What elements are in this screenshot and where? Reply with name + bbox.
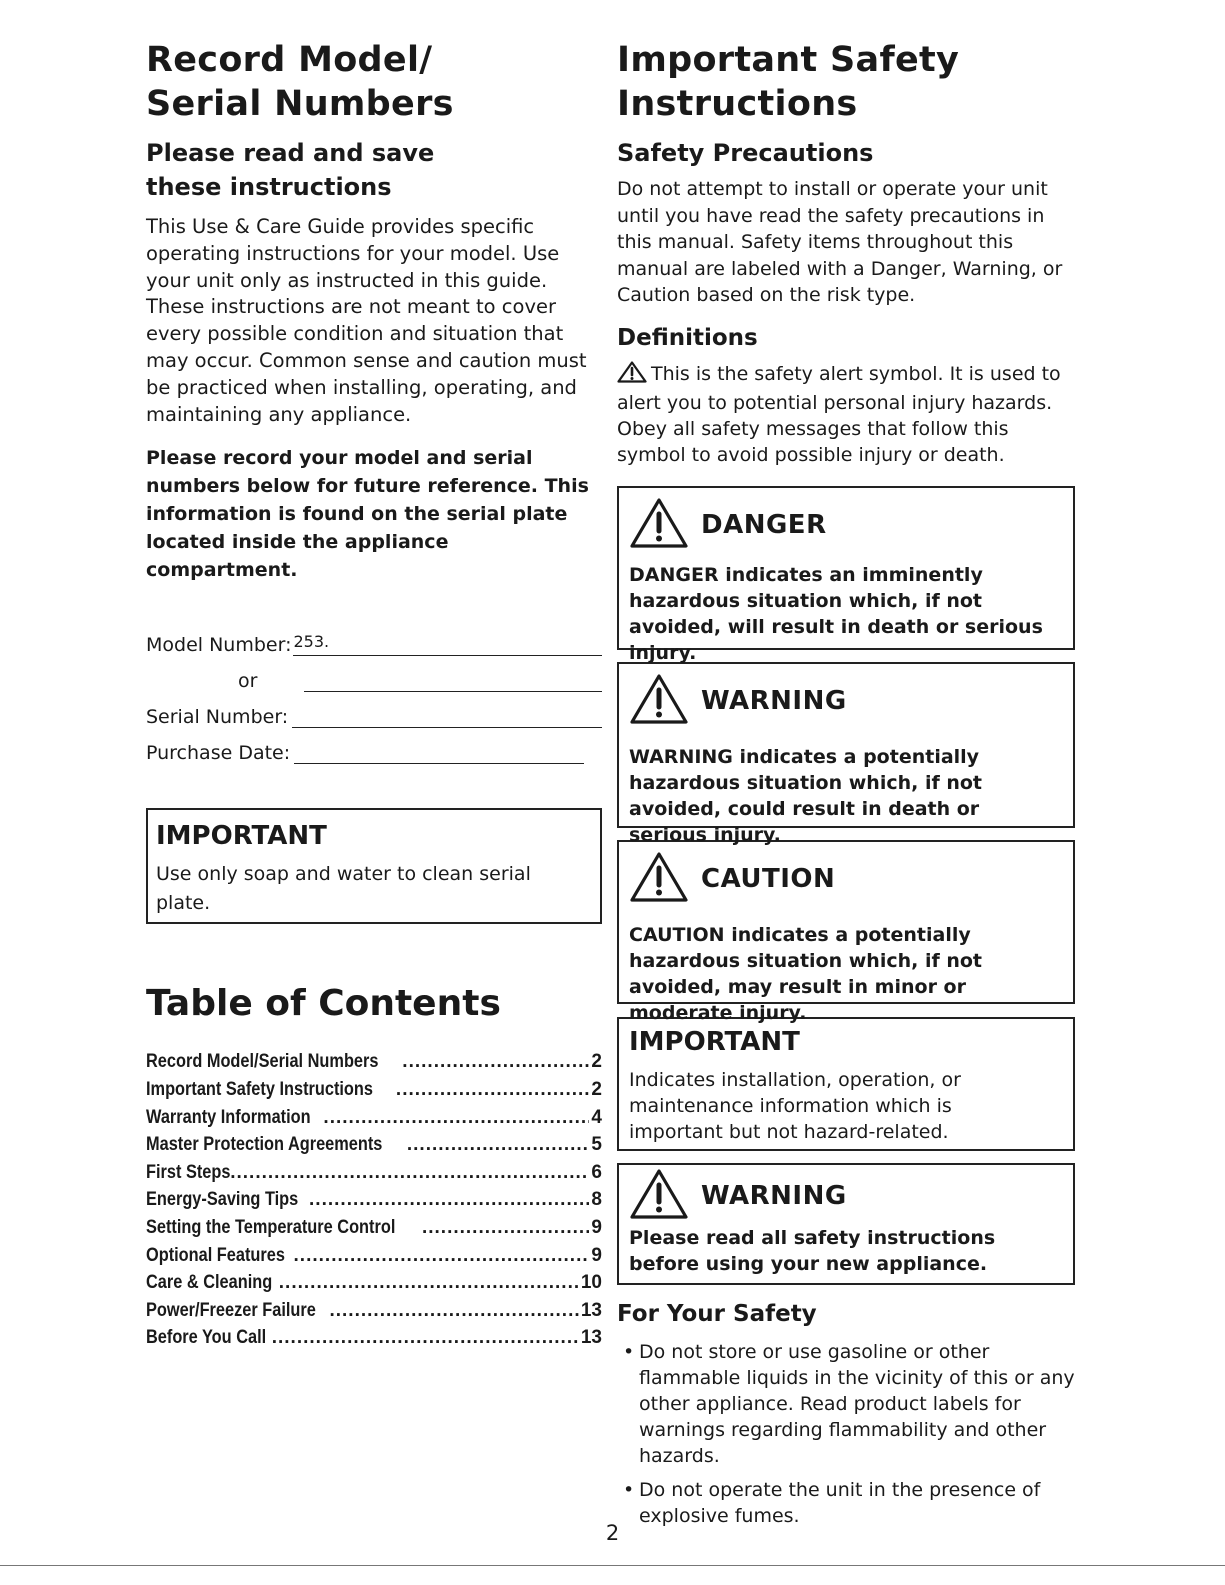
toc-entry (146, 1131, 602, 1159)
toc-entry (146, 1214, 602, 1242)
toc-entry-page: 2 (591, 1051, 602, 1073)
safety-item-text: Do not operate the unit in the presence of explosive fumes. (639, 1478, 1041, 1527)
record-title-line1: Record Model/ (146, 40, 433, 80)
definitions-heading: Definitions (617, 324, 758, 351)
toc-entry (146, 1076, 602, 1104)
save-heading (146, 136, 602, 204)
important-right-title: IMPORTANT (629, 1026, 800, 1057)
important-box-text: Use only soap and water to clean serial plate. (156, 863, 531, 915)
toc-entry (146, 1186, 602, 1214)
danger-text: DANGER indicates an imminently hazardous situation which, if not avoided, will result in death or serious injury. (629, 563, 1043, 664)
model-number-row (146, 620, 602, 656)
table-of-contents (146, 1048, 602, 1352)
safety-item-text: Do not store or use gasoline or other flammable liquids in the vicinity of this or any other appliance. Read product labels for warnings regarding flammability and other hazards. (639, 1340, 1075, 1467)
warning-text: WARNING indicates a potentially hazardous situation which, if not avoided, could result in death or serious injury. (629, 745, 983, 846)
toc-title: Table of Contents (146, 983, 501, 1025)
toc-leader-dots (407, 1131, 590, 1159)
purchase-date-row (146, 728, 602, 764)
warning-alert-icon (629, 673, 689, 729)
alt-number-field[interactable] (304, 667, 602, 692)
serial-number-row (146, 692, 602, 728)
toc-leader-dots (329, 1297, 578, 1325)
record-paragraph: Please record your model and serial numbers below for future reference. This information is found on the serial plate located inside the appliance compartment. (146, 447, 589, 582)
caution-header (629, 850, 1063, 908)
toc-leader-dots (309, 1186, 589, 1214)
toc-entry (146, 1048, 602, 1076)
warning-word: WARNING (701, 685, 847, 716)
toc-entry-page: 13 (580, 1299, 602, 1321)
record-title (146, 38, 602, 126)
danger-word: DANGER (701, 509, 827, 540)
safety-title-line2: Instructions (617, 84, 858, 124)
toc-leader-dots (294, 1242, 590, 1270)
toc-entry-page: 8 (591, 1189, 602, 1211)
danger-header (629, 496, 1063, 554)
toc-leader-dots (230, 1159, 589, 1187)
caution-word: CAUTION (701, 863, 836, 894)
caution-box (617, 840, 1075, 1024)
bullet-icon: • (623, 1340, 635, 1363)
model-number-field[interactable]: 253. (293, 631, 602, 656)
toc-leader-dots (402, 1048, 589, 1076)
for-safety-heading: For Your Safety (617, 1300, 817, 1327)
toc-entry (146, 1242, 602, 1270)
definitions-paragraph (617, 361, 1075, 468)
safety-title-line1: Important Safety (617, 40, 960, 80)
toc-entry (146, 1104, 602, 1132)
or-row (146, 656, 602, 692)
caution-alert-icon (629, 851, 689, 907)
toc-entry-title: Important Safety Instructions (146, 1078, 373, 1100)
save-heading-line2: these instructions (146, 173, 392, 201)
warning-header (629, 672, 1063, 730)
serial-number-label: Serial Number: (146, 706, 289, 729)
precautions-text: Do not attempt to install or operate your unit until you have read the safety precautions in this manual. Safety items throughout this manual are labeled with a Danger, Warning, or Caution based on the risk type. (617, 178, 1063, 306)
toc-entry-page: 9 (591, 1216, 602, 1238)
bullet-icon: • (623, 1478, 635, 1501)
toc-entry-title: Care & Cleaning (146, 1272, 273, 1294)
toc-entry-page: 5 (591, 1134, 602, 1156)
model-number-label: Model Number: (146, 634, 292, 657)
record-form (146, 620, 602, 764)
warning2-alert-icon (629, 1168, 689, 1224)
warning2-header (629, 1167, 1063, 1225)
warning-box-2 (617, 1163, 1075, 1285)
caution-text: CAUTION indicates a potentially hazardous situation which, if not avoided, may result in minor or moderate injury. (629, 923, 983, 1024)
warning-box (617, 662, 1075, 846)
purchase-date-field[interactable] (294, 739, 584, 764)
toc-entry-page: 9 (591, 1244, 602, 1266)
definitions-text: This is the safety alert symbol. It is used to alert you to potential personal injury hazards. Obey all safety messages that follow this symbol to avoid possible injury or death. (617, 362, 1061, 466)
precautions-heading: Safety Precautions (617, 139, 874, 167)
toc-entry-page: 2 (591, 1078, 602, 1100)
left-column (146, 38, 602, 1352)
save-heading-line1: Please read and save (146, 139, 435, 167)
toc-entry-title: Record Model/Serial Numbers (146, 1051, 379, 1073)
danger-box (617, 486, 1075, 664)
bottom-rule (0, 1565, 1225, 1566)
toc-entry-page: 13 (580, 1327, 602, 1349)
or-label: or (238, 670, 258, 693)
important-box-left (146, 808, 602, 924)
warning2-word: WARNING (701, 1180, 847, 1211)
toc-entry (146, 1159, 602, 1187)
important-box-right (617, 1017, 1075, 1151)
serial-number-field[interactable] (292, 703, 602, 728)
safety-title (617, 38, 1075, 126)
purchase-date-label: Purchase Date: (146, 742, 291, 765)
toc-entry-title: Optional Features (146, 1244, 285, 1266)
toc-entry-title: Before You Call (146, 1327, 267, 1349)
for-safety-list (617, 1339, 1075, 1529)
important-right-text: Indicates installation, operation, or maintenance information which is important but not hazard-related. (629, 1068, 961, 1143)
toc-entry-title: Setting the Temperature Control (146, 1216, 396, 1238)
toc-entry (146, 1269, 602, 1297)
toc-entry-title: Power/Freezer Failure (146, 1299, 316, 1321)
record-title-line2: Serial Numbers (146, 84, 454, 124)
toc-entry-title: Energy-Saving Tips (146, 1189, 299, 1211)
toc-entry-title: Warranty Information (146, 1106, 311, 1128)
toc-leader-dots (396, 1076, 590, 1104)
toc-leader-dots (422, 1214, 589, 1242)
safety-alert-icon (617, 361, 647, 390)
important-box-title: IMPORTANT (156, 821, 327, 852)
warning2-text: Please read all safety instructions before using your new appliance. (629, 1226, 996, 1275)
toc-leader-dots (279, 1269, 579, 1297)
toc-entry (146, 1324, 602, 1352)
toc-leader-dots (272, 1324, 579, 1352)
toc-entry-page: 4 (591, 1106, 602, 1128)
toc-entry-title: Master Protection Agreements (146, 1134, 383, 1156)
toc-entry-title: First Steps (146, 1161, 231, 1183)
right-column (617, 38, 1075, 1537)
toc-entry-page: 10 (580, 1272, 602, 1294)
toc-leader-dots (323, 1104, 589, 1132)
safety-list-item (617, 1339, 1075, 1469)
toc-entry-page: 6 (591, 1161, 602, 1183)
page-number: 2 (605, 1521, 620, 1545)
intro-paragraph: This Use & Care Guide provides specific operating instructions for your model. Use your unit only as instructed in this guide. These instructions are not meant to cover every possible condition and situation that may occur. Common sense and caution must be practiced when installing, operating, and maintaining any appliance. (146, 215, 587, 426)
toc-entry (146, 1297, 602, 1325)
danger-alert-icon (629, 497, 689, 553)
